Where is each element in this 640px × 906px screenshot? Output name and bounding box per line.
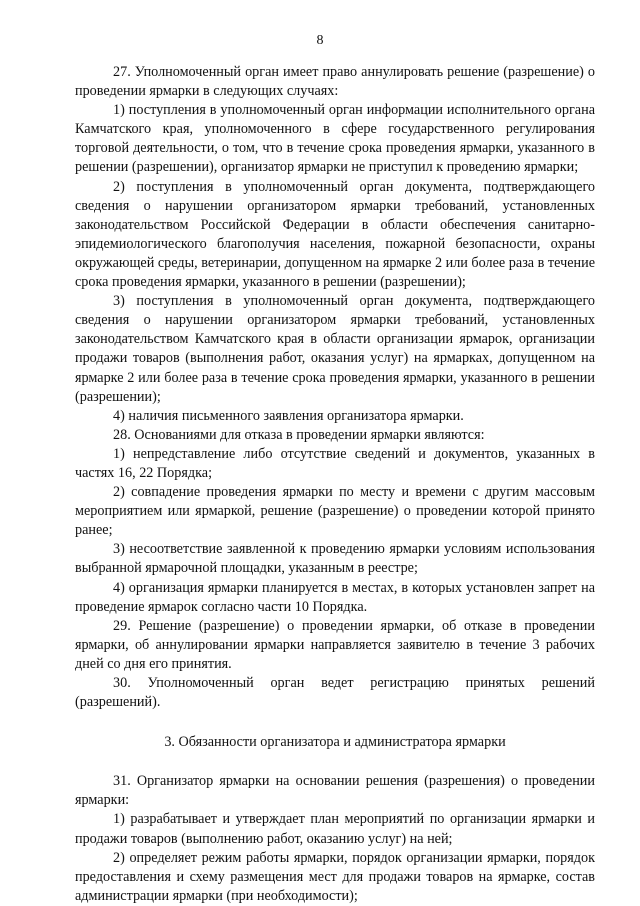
paragraph-28-item-2: 2) совпадение проведения ярмарки по месту и времени с другим массовым мероприятием или ярмаркой, решение (разрешение) о проведении которой принято ранее;: [75, 484, 595, 539]
paragraph-30: 30. Уполномоченный орган ведет регистрацию принятых решений (разрешений).: [75, 675, 595, 711]
paragraph-28-item-4: 4) организация ярмарки планируется в местах, в которых установлен запрет на проведение ярмарок согласно части 10 Порядка.: [75, 579, 595, 615]
paragraph-29: 29. Решение (разрешение) о проведении ярмарки, об отказе в проведении ярмарки, об аннулировании ярмарки направляется заявителю в течение 3 рабочих дней со дня его принятия.: [75, 617, 595, 672]
paragraph-27-item-2: 2) поступления в уполномоченный орган документа, подтверждающего сведения о нарушении организатором ярмарки требований, установленных законодательством Российской Федерации в области обеспечения санитарно-эпидемиологического благополучия населения, пожарной безопасности, охраны окружающей среды, ветеринарии, допущенном на ярмарке 2 или более раза в течение срока проведения ярмарки, указанного в решении (разрешении);: [75, 178, 595, 291]
page-number: 8: [316, 33, 324, 48]
document-body: [75, 63, 595, 906]
paragraph-31-item-2: 2) определяет режим работы ярмарки, порядок организации ярмарки, порядок предоставления и схему размещения мест для продажи товаров на ярмарке, состав администрации ярмарки (при необходимости);: [75, 849, 595, 904]
paragraph-27-item-4: 4) наличия письменного заявления организатора ярмарки.: [113, 407, 464, 424]
paragraph-27-item-3: 3) поступления в уполномоченный орган документа, подтверждающего сведения о нарушении организатором ярмарки требований, установленных законодательством Камчатского края в области организации ярмарок, организации продажи товаров (выполнения работ, оказания услуг) на ярмарках, допущенном на ярмарке 2 или более раза в течение срока проведения ярмарки, указанного в решении (разрешении);: [75, 293, 595, 405]
section-heading: 3. Обязанности организатора и администратора ярмарки: [164, 734, 506, 751]
paragraph-27: 27. Уполномоченный орган имеет право аннулировать решение (разрешение) о проведении ярмарки в следующих случаях:: [75, 64, 595, 100]
paragraph-27-item-1: 1) поступления в уполномоченный орган информации исполнительного органа Камчатского края, уполномоченного в сфере государственного регулирования торговой деятельности, о том, что в течение срока проведения ярмарки, указанного в решении (разрешении), организатор ярмарки не приступил к проведению ярмарки;: [75, 102, 595, 176]
paragraph-28: 28. Основаниями для отказа в проведении ярмарки являются:: [113, 426, 485, 443]
paragraph-31-item-1: 1) разрабатывает и утверждает план мероприятий по организации ярмарки и продажи товаров (выполнению работ, оказанию услуг) на ней;: [75, 811, 595, 847]
paragraph-28-item-3: 3) несоответствие заявленной к проведению ярмарки условиям использования выбранной ярмарочной площадки, указанным в реестре;: [75, 541, 595, 577]
paragraph-31: 31. Организатор ярмарки на основании решения (разрешения) о проведении ярмарки:: [75, 773, 595, 809]
paragraph-28-item-1: 1) непредставление либо отсутствие сведений и документов, указанных в частях 16, 22 Порядка;: [75, 445, 595, 481]
